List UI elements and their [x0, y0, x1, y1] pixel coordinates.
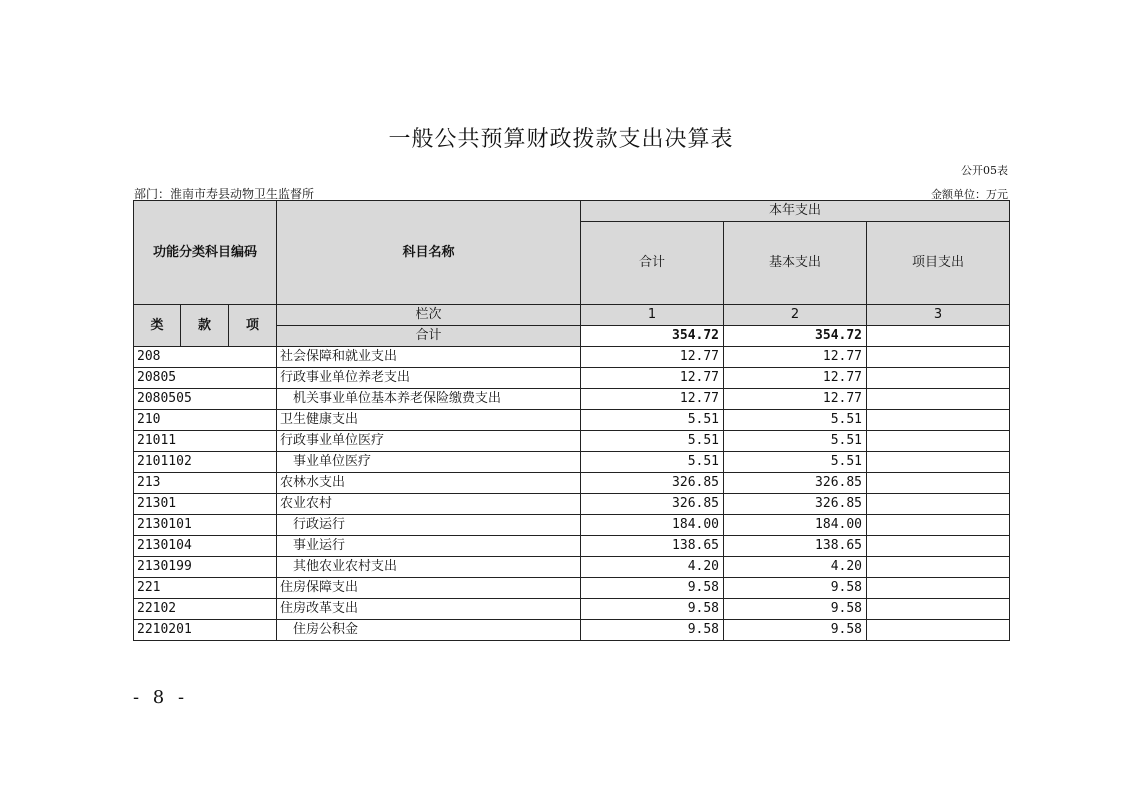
row-basic: 138.65 [724, 536, 867, 557]
row-name: 社会保障和就业支出 [277, 347, 581, 368]
row-total: 5.51 [581, 410, 724, 431]
row-code: 20805 [134, 368, 277, 389]
table-row [134, 410, 1010, 431]
row-total: 12.77 [581, 389, 724, 410]
name-title: 科目名称 [277, 201, 581, 305]
row-basic: 9.58 [724, 578, 867, 599]
lei-label: 类 [134, 305, 181, 347]
row-basic: 5.51 [724, 410, 867, 431]
table-row [134, 515, 1010, 536]
row-code: 21011 [134, 431, 277, 452]
row-name: 行政事业单位医疗 [277, 431, 581, 452]
table-row [134, 494, 1010, 515]
table-row [134, 599, 1010, 620]
row-project [867, 452, 1010, 473]
row-basic: 9.58 [724, 620, 867, 641]
row-code: 2080505 [134, 389, 277, 410]
col-basic-title: 基本支出 [724, 222, 867, 305]
row-basic: 12.77 [724, 347, 867, 368]
row-basic: 5.51 [724, 452, 867, 473]
row-code: 213 [134, 473, 277, 494]
row-total: 9.58 [581, 578, 724, 599]
total-label: 合计 [277, 326, 581, 347]
table-row [134, 578, 1010, 599]
row-project [867, 494, 1010, 515]
table-row [134, 557, 1010, 578]
row-total: 5.51 [581, 431, 724, 452]
row-code: 22102 [134, 599, 277, 620]
row-name: 住房改革支出 [277, 599, 581, 620]
total-project [867, 326, 1010, 347]
row-project [867, 515, 1010, 536]
index-row [134, 305, 1010, 326]
row-project [867, 599, 1010, 620]
row-project [867, 620, 1010, 641]
row-basic: 5.51 [724, 431, 867, 452]
row-project [867, 473, 1010, 494]
page-title: 一般公共预算财政拨款支出决算表 [388, 127, 734, 152]
xiang-label: 项 [229, 305, 277, 347]
row-total: 4.20 [581, 557, 724, 578]
row-name: 事业单位医疗 [277, 452, 581, 473]
row-total: 12.77 [581, 368, 724, 389]
code-title: 功能分类科目编码 [134, 201, 277, 305]
row-total: 326.85 [581, 494, 724, 515]
col-total-title: 合计 [581, 222, 724, 305]
row-basic: 4.20 [724, 557, 867, 578]
table-row [134, 473, 1010, 494]
table-row [134, 389, 1010, 410]
row-total: 9.58 [581, 620, 724, 641]
index-3: 3 [867, 305, 1010, 326]
department-label: 部门：淮南市寿县动物卫生监督所 [134, 187, 315, 201]
row-name: 农业农村 [277, 494, 581, 515]
row-total: 12.77 [581, 347, 724, 368]
row-code: 2101102 [134, 452, 277, 473]
row-project [867, 368, 1010, 389]
table-row [134, 536, 1010, 557]
unit-label: 金额单位：万元 [931, 188, 1008, 201]
row-code: 210 [134, 410, 277, 431]
form-code: 公开05表 [961, 164, 1008, 177]
row-name: 住房公积金 [277, 620, 581, 641]
row-project [867, 389, 1010, 410]
row-basic: 9.58 [724, 599, 867, 620]
row-project [867, 410, 1010, 431]
page-number: - 8 - [133, 687, 189, 708]
row-total: 326.85 [581, 473, 724, 494]
budget-table [133, 200, 1010, 641]
row-name: 卫生健康支出 [277, 410, 581, 431]
row-basic: 184.00 [724, 515, 867, 536]
row-total: 9.58 [581, 599, 724, 620]
row-total: 184.00 [581, 515, 724, 536]
table-row [134, 368, 1010, 389]
kuan-label: 款 [181, 305, 229, 347]
row-project [867, 347, 1010, 368]
row-name: 农林水支出 [277, 473, 581, 494]
row-basic: 12.77 [724, 368, 867, 389]
table-row [134, 347, 1010, 368]
row-code: 208 [134, 347, 277, 368]
row-project [867, 431, 1010, 452]
row-name: 住房保障支出 [277, 578, 581, 599]
total-value: 354.72 [581, 326, 724, 347]
row-name: 事业运行 [277, 536, 581, 557]
col-project-title: 项目支出 [867, 222, 1010, 305]
row-code: 21301 [134, 494, 277, 515]
row-code: 221 [134, 578, 277, 599]
row-basic: 326.85 [724, 473, 867, 494]
row-basic: 326.85 [724, 494, 867, 515]
row-project [867, 557, 1010, 578]
index-2: 2 [724, 305, 867, 326]
row-name: 行政运行 [277, 515, 581, 536]
table-row [134, 452, 1010, 473]
index-1: 1 [581, 305, 724, 326]
row-code: 2130101 [134, 515, 277, 536]
row-name: 其他农业农村支出 [277, 557, 581, 578]
year-group-title: 本年支出 [581, 201, 1010, 222]
row-basic: 12.77 [724, 389, 867, 410]
header-row-1 [134, 201, 1010, 222]
row-total: 138.65 [581, 536, 724, 557]
table-row [134, 431, 1010, 452]
table-row [134, 620, 1010, 641]
row-code: 2210201 [134, 620, 277, 641]
row-code: 2130104 [134, 536, 277, 557]
table-body [134, 347, 1010, 641]
lanci-label: 栏次 [277, 305, 581, 326]
row-code: 2130199 [134, 557, 277, 578]
row-name: 机关事业单位基本养老保险缴费支出 [277, 389, 581, 410]
row-project [867, 536, 1010, 557]
row-project [867, 578, 1010, 599]
row-name: 行政事业单位养老支出 [277, 368, 581, 389]
row-total: 5.51 [581, 452, 724, 473]
total-basic: 354.72 [724, 326, 867, 347]
